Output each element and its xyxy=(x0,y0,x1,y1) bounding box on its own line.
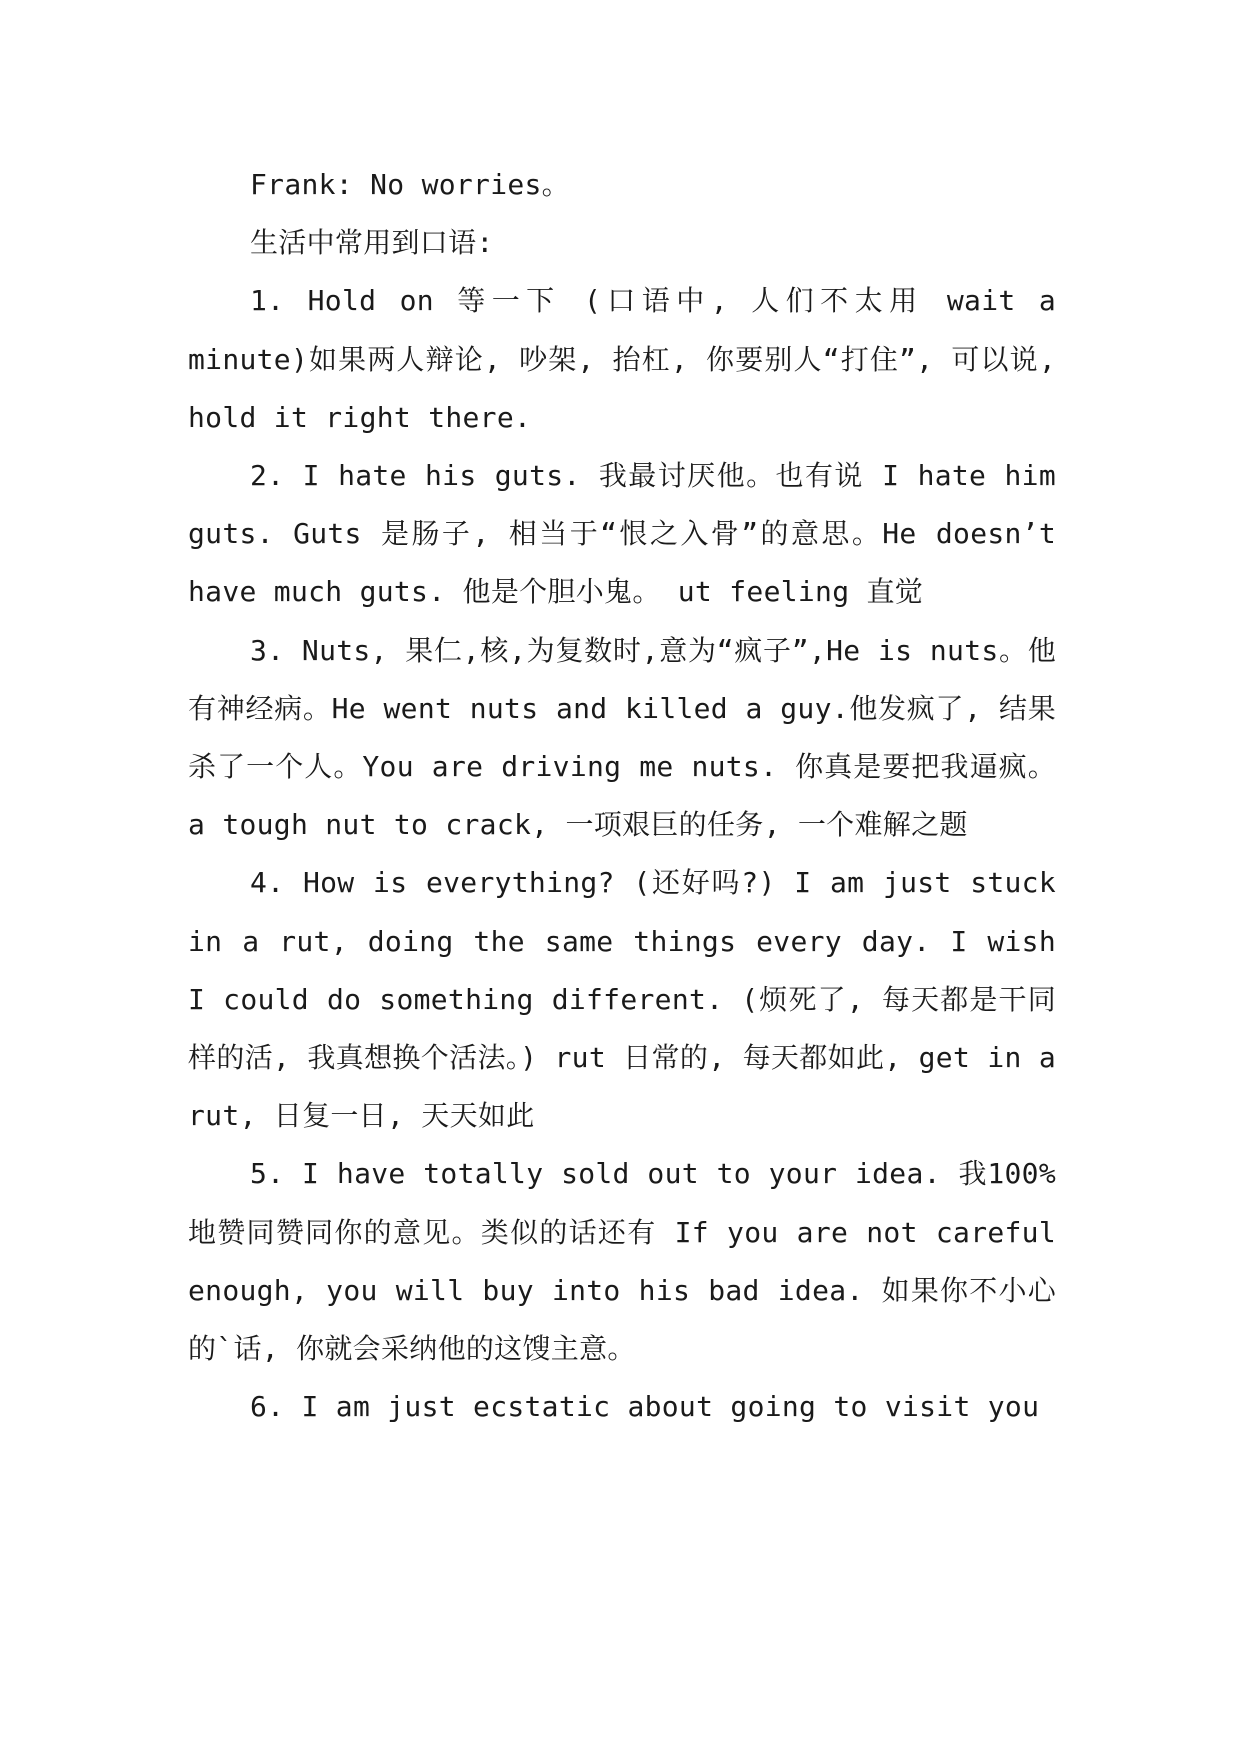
paragraph-section-heading: 生活中常用到口语: xyxy=(250,226,494,260)
document-body xyxy=(188,156,1056,1436)
paragraph-item-6: 6. I am just ecstatic about going to visit you xyxy=(250,1390,1040,1424)
paragraph-frank-line: Frank: No worries。 xyxy=(250,168,570,201)
paragraph-item-4: 4. How is everything? (还好吗?) I am just stuck in a rut, doing the same things every day. I wish I could do something different. (烦死了, 每天都是干同样的活, 我真想换个活法。) rut 日常的, 每天都如此, get in a rut, 日复一日, 天天如此 xyxy=(188,866,1056,1133)
paragraph-item-1: 1. Hold on 等一下 (口语中, 人们不太用 wait a minute)如果两人辩论, 吵架, 抬杠, 你要别人“打住”, 可以说, hold it right there. xyxy=(188,284,1056,434)
paragraph-item-5: 5. I have totally sold out to your idea. 我100%地赞同赞同你的意见。类似的话还有 If you are not careful enough, you will buy into his bad idea. 如果你不小心的`话, 你就会采纳他的这馊主意。 xyxy=(188,1157,1056,1366)
paragraph-item-2: 2. I hate his guts. 我最讨厌他。也有说 I hate him guts. Guts 是肠子, 相当于“恨之入骨”的意思。He doesn’t have much guts. 他是个胆小鬼。 ut feeling 直觉 xyxy=(188,459,1056,609)
paragraph-item-3: 3. Nuts, 果仁,核,为复数时,意为“疯子”,He is nuts。他有神经病。He went nuts and killed a guy.他发疯了, 结果杀了一个人。You are driving me nuts. 你真是要把我逼疯。a tough nut to crack, 一项艰巨的任务, 一个难解之题 xyxy=(188,633,1056,842)
